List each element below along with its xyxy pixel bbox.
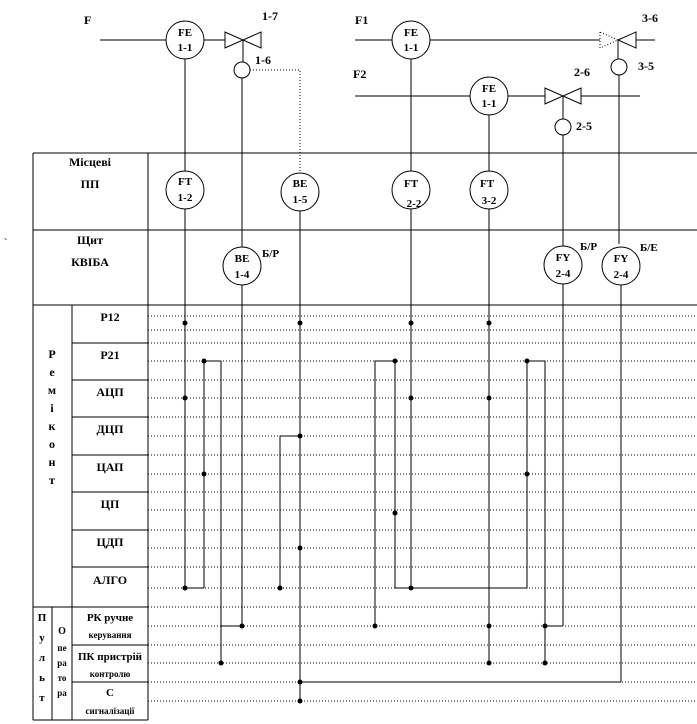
svg-text:керування: керування xyxy=(88,630,132,640)
svg-text:н: н xyxy=(48,455,56,469)
pult-vertical-label xyxy=(38,612,47,704)
svg-text:П: П xyxy=(37,612,47,624)
svg-text:к: к xyxy=(48,419,56,433)
label-2-5: 2-5 xyxy=(576,119,592,133)
svg-text:BE: BE xyxy=(234,253,250,265)
positioner-3-5 xyxy=(611,59,627,75)
svg-text:3-2: 3-2 xyxy=(481,195,497,207)
svg-text:2-2: 2-2 xyxy=(406,198,422,210)
instrument-be-1-5 xyxy=(281,173,319,211)
remikont-modules xyxy=(93,310,127,587)
mode-label-fy-2-4-b: Б/Е xyxy=(640,242,658,254)
svg-text:сигналізації: сигналізації xyxy=(85,706,135,716)
label-2-6: 2-6 xyxy=(574,65,590,79)
svg-text:О: О xyxy=(58,626,66,637)
row-label-panel: Щит xyxy=(77,233,103,247)
svg-text:пе: пе xyxy=(57,643,67,653)
svg-text:FY: FY xyxy=(555,252,571,264)
module-cp: ЦП xyxy=(100,497,120,511)
svg-text:Р: Р xyxy=(48,347,56,361)
svg-text:ра: ра xyxy=(57,688,67,698)
flow-label-f2: F2 xyxy=(353,67,367,81)
pult-pk: ПК пристрій xyxy=(77,651,143,663)
row-label-panel-2: КВІБА xyxy=(71,255,109,269)
signal-bus-lines xyxy=(148,316,697,701)
svg-text:1-2: 1-2 xyxy=(177,192,193,204)
label-3-5: 3-5 xyxy=(638,59,654,73)
flow-element-fe-1-1-f1 xyxy=(392,21,430,59)
svg-text:FT: FT xyxy=(479,178,495,190)
svg-text:т: т xyxy=(49,473,55,487)
module-dac: ЦАП xyxy=(96,460,124,474)
stray-mark: ` xyxy=(4,238,8,249)
module-ddc: ДЦП xyxy=(96,422,124,436)
remikont-vertical-label xyxy=(48,347,56,487)
flow-label-f1: F1 xyxy=(355,13,369,27)
module-r12: Р12 xyxy=(100,310,120,324)
svg-text:то: то xyxy=(57,673,67,683)
instrument-fy-2-4-b xyxy=(602,247,640,285)
module-r21: Р21 xyxy=(100,348,120,362)
positioner-1-6 xyxy=(234,62,250,78)
label-1-6: 1-6 xyxy=(255,53,271,67)
svg-text:ра: ра xyxy=(57,658,67,668)
svg-text:FY: FY xyxy=(613,253,629,265)
svg-text:о: о xyxy=(49,437,55,451)
svg-text:і: і xyxy=(50,401,54,415)
svg-text:FT: FT xyxy=(177,176,193,188)
svg-text:т: т xyxy=(39,692,45,704)
svg-text:м: м xyxy=(47,383,57,397)
instrument-ft-3-2 xyxy=(470,171,508,209)
svg-text:контролю: контролю xyxy=(89,669,131,679)
svg-text:у: у xyxy=(39,632,45,644)
module-cdp: ЦДП xyxy=(96,535,124,549)
mode-label-fy-2-4-a: Б/Р xyxy=(580,241,598,253)
label-1-7: 1-7 xyxy=(262,9,278,23)
pult-rows xyxy=(78,612,143,716)
module-algo: АЛГО xyxy=(92,573,128,587)
operator-vertical-label xyxy=(57,626,67,698)
svg-text:1-4: 1-4 xyxy=(234,269,250,281)
pult-s: С xyxy=(106,687,114,699)
instrument-be-1-4 xyxy=(223,247,261,285)
positioner-2-5 xyxy=(555,119,571,135)
svg-text:1-1: 1-1 xyxy=(481,98,497,110)
svg-text:1-1: 1-1 xyxy=(403,42,419,54)
flow-element-fe-1-1-f2 xyxy=(470,77,508,115)
svg-text:2-4: 2-4 xyxy=(555,268,571,280)
svg-text:2-4: 2-4 xyxy=(613,269,629,281)
flow-element-fe-1-1-f xyxy=(166,21,204,59)
instrument-ft-2-2 xyxy=(392,171,430,210)
svg-text:BE: BE xyxy=(292,178,308,190)
module-adc: АЦП xyxy=(96,385,124,399)
svg-text:FT: FT xyxy=(403,178,419,190)
svg-text:FE: FE xyxy=(403,27,419,39)
svg-text:1-1: 1-1 xyxy=(177,42,193,54)
pult-rk: РК ручне xyxy=(86,612,134,624)
svg-text:FE: FE xyxy=(177,27,193,39)
label-3-6: 3-6 xyxy=(642,11,658,25)
svg-text:л: л xyxy=(38,652,46,664)
svg-text:ь: ь xyxy=(39,672,45,684)
instrument-ft-1-2 xyxy=(166,171,204,209)
svg-text:FE: FE xyxy=(481,83,497,95)
instrument-fy-2-4-a xyxy=(544,246,582,284)
valve-3-6 xyxy=(600,32,636,75)
svg-text:1-5: 1-5 xyxy=(292,194,308,206)
flow-label-f: F xyxy=(84,13,92,27)
svg-text:е: е xyxy=(49,365,55,379)
row-label-local-2: ПП xyxy=(80,177,100,191)
mode-label-be-1-4: Б/Р xyxy=(262,248,280,260)
row-label-local: Місцеві xyxy=(68,155,112,169)
junction-dots xyxy=(183,321,548,704)
